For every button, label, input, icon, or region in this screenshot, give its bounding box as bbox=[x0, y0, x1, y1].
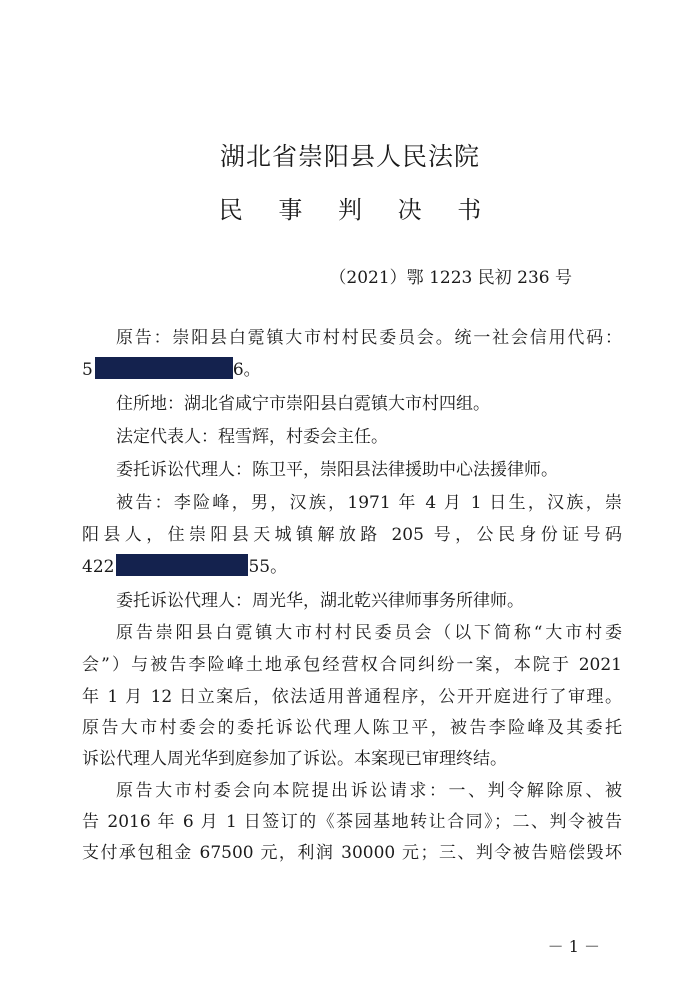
credit-code-prefix: 5 bbox=[82, 360, 93, 380]
case-number: （2021）鄂 1223 民初 236 号 bbox=[329, 268, 572, 288]
id-suffix: 55。 bbox=[248, 557, 288, 577]
defendant-agent-line: 委托诉讼代理人：周光华，湖北乾兴律师事务所律师。 bbox=[116, 591, 524, 611]
redaction-box bbox=[95, 357, 233, 379]
defendant-line: 被告：李险峰，男，汉族，1971 年 4 月 1 日生，汉族，崇 bbox=[116, 493, 622, 513]
credit-code-line bbox=[82, 357, 622, 382]
legal-rep-line: 法定代表人：程雪辉，村委会主任。 bbox=[116, 427, 388, 447]
case-intro-line: 原告崇阳县白霓镇大市村村民委员会（以下简称“大市村委 bbox=[116, 623, 622, 643]
claims-line: 支付承包租金 67500 元，利润 30000 元；三、判令被告赔偿毁坏 bbox=[82, 843, 622, 863]
court-name: 湖北省崇阳县人民法院 bbox=[219, 142, 480, 171]
case-intro-line: 年 1 月 12 日立案后，依法适用普通程序，公开开庭进行了审理。 bbox=[82, 687, 622, 707]
claims-line: 告 2016 年 6 月 1 日签订的《茶园基地转让合同》；二、判令被告 bbox=[82, 812, 622, 832]
document-type: 民 事 判 决 书 bbox=[218, 196, 496, 224]
case-intro-line: 诉讼代理人周光华到庭参加了诉讼。本案现已审理终结。 bbox=[82, 749, 507, 769]
case-intro-line: 原告大市村委会的委托诉讼代理人陈卫平，被告李险峰及其委托 bbox=[82, 718, 622, 738]
page-number: － 1 － bbox=[547, 937, 600, 956]
plaintiff-line: 原告：崇阳县白霓镇大市村村民委员会。统一社会信用代码： bbox=[116, 328, 622, 348]
claims-line: 原告大市村委会向本院提出诉讼请求：一、判令解除原、被 bbox=[116, 781, 622, 801]
credit-code-suffix: 6。 bbox=[232, 360, 261, 380]
address-line: 住所地：湖北省咸宁市崇阳县白霓镇大市村四组。 bbox=[116, 394, 490, 414]
id-number-line bbox=[82, 554, 622, 579]
id-prefix: 422 bbox=[82, 557, 115, 577]
defendant-line-2: 阳县人，住崇阳县天城镇解放路 205 号，公民身份证号码 bbox=[82, 525, 622, 545]
case-intro-line: 会”）与被告李险峰土地承包经营权合同纠纷一案，本院于 2021 bbox=[82, 655, 622, 675]
plaintiff-agent-line: 委托诉讼代理人：陈卫平，崇阳县法律援助中心法援律师。 bbox=[116, 460, 558, 480]
redaction-box bbox=[116, 554, 248, 576]
